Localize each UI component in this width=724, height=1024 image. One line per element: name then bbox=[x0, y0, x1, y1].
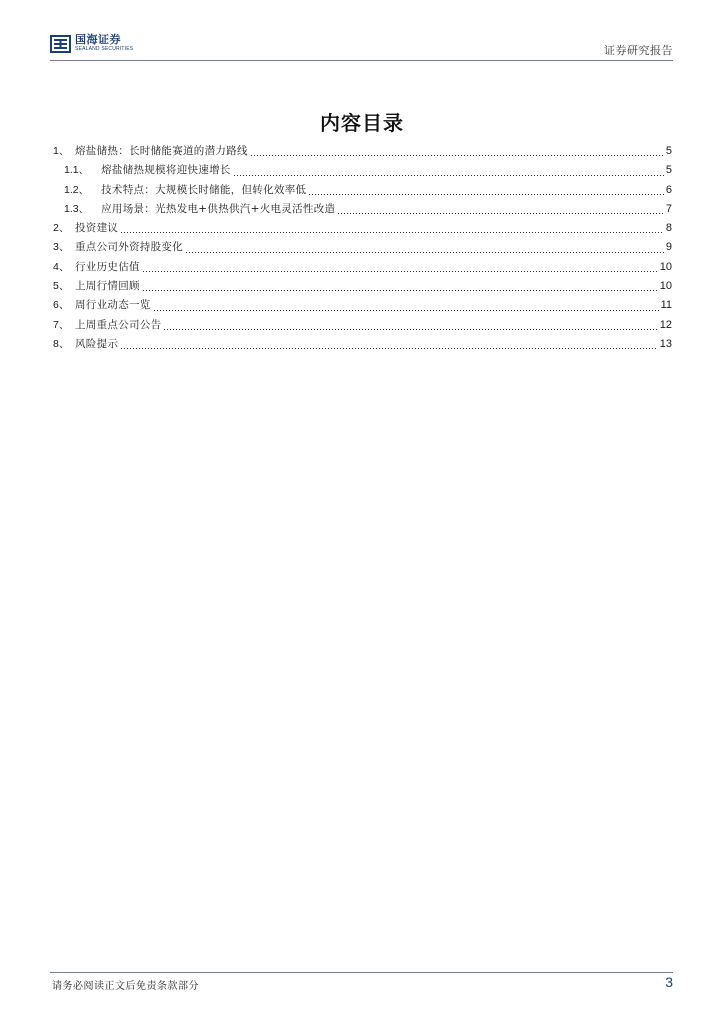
toc-entry-page: 5 bbox=[665, 145, 672, 157]
toc-entry-title: 周行业动态一览 bbox=[75, 299, 151, 312]
toc-entry-title: 上周行情回顾 bbox=[75, 280, 140, 293]
toc-entry-title: 熔盐储热：长时储能赛道的潜力路线 bbox=[75, 145, 248, 157]
page-header bbox=[50, 34, 673, 61]
toc-entry-number: 1、 bbox=[53, 145, 70, 157]
toc-leader-dots bbox=[120, 348, 658, 349]
toc-leader-dots bbox=[142, 290, 658, 291]
toc-entry-page: 13 bbox=[659, 337, 672, 350]
toc-entry-number: 1.1、 bbox=[64, 164, 90, 177]
toc-entry-title: 上周重点公司公告 bbox=[75, 318, 162, 331]
toc-title: 内容目录 bbox=[320, 111, 404, 135]
toc-entry[interactable] bbox=[53, 316, 672, 335]
page-number: 3 bbox=[665, 974, 673, 990]
toc-leader-dots bbox=[120, 232, 664, 233]
toc-entry-page: 10 bbox=[659, 280, 672, 293]
page-footer bbox=[50, 972, 673, 992]
toc-entry-number: 1.2、 bbox=[64, 183, 90, 196]
toc-leader-dots bbox=[233, 175, 664, 176]
disclaimer-text: 请务必阅读正文后免责条款部分 bbox=[52, 981, 199, 992]
toc-entry[interactable] bbox=[53, 219, 672, 238]
toc-entry[interactable] bbox=[53, 161, 672, 180]
toc-leader-dots bbox=[337, 213, 664, 214]
toc-leader-dots bbox=[163, 329, 657, 330]
toc-entry[interactable] bbox=[53, 335, 672, 354]
toc-entry[interactable] bbox=[53, 142, 672, 161]
toc-entry-number: 3、 bbox=[53, 241, 70, 254]
toc-entry-number: 5、 bbox=[53, 280, 70, 293]
toc-entry-page: 8 bbox=[665, 222, 672, 235]
toc-entry-number: 8、 bbox=[53, 337, 70, 350]
sealand-logo-icon bbox=[50, 35, 71, 53]
toc-entry-page: 6 bbox=[665, 183, 672, 196]
table-of-contents bbox=[53, 142, 672, 354]
toc-entry[interactable] bbox=[53, 296, 672, 315]
report-type-label: 证券研究报告 bbox=[604, 44, 673, 57]
toc-entry-title: 投资建议 bbox=[75, 222, 119, 235]
logo bbox=[50, 34, 133, 58]
toc-entry-number: 2、 bbox=[53, 222, 70, 235]
toc-entry-page: 9 bbox=[665, 241, 672, 254]
toc-entry-title: 应用场景：光热发电+供热供汽+火电灵活性改造 bbox=[101, 202, 336, 215]
toc-entry-page: 5 bbox=[665, 164, 672, 177]
toc-entry-page: 7 bbox=[665, 202, 672, 215]
toc-leader-dots bbox=[153, 310, 659, 311]
toc-entry-page: 10 bbox=[659, 260, 672, 273]
toc-entry[interactable] bbox=[53, 258, 672, 277]
toc-leader-dots bbox=[308, 194, 664, 195]
toc-leader-dots bbox=[185, 252, 664, 253]
toc-leader-dots bbox=[250, 155, 664, 156]
toc-entry[interactable] bbox=[53, 277, 672, 296]
toc-leader-dots bbox=[142, 271, 658, 272]
toc-entry-number: 6、 bbox=[53, 299, 70, 312]
toc-entry[interactable] bbox=[53, 238, 672, 257]
toc-entry[interactable] bbox=[53, 181, 672, 200]
logo-english-name: SEALAND SECURITIES bbox=[75, 46, 134, 52]
toc-entry-title: 重点公司外资持股变化 bbox=[75, 241, 183, 254]
toc-entry-page: 12 bbox=[659, 318, 672, 331]
toc-entry-page: 11 bbox=[660, 299, 672, 312]
toc-entry-number: 4、 bbox=[53, 260, 70, 273]
toc-entry-title: 行业历史估值 bbox=[75, 260, 140, 273]
toc-entry-number: 1.3、 bbox=[64, 202, 90, 215]
toc-entry-title: 技术特点：大规模长时储能，但转化效率低 bbox=[101, 183, 307, 196]
toc-entry[interactable] bbox=[53, 200, 672, 219]
toc-entry-title: 风险提示 bbox=[75, 337, 119, 350]
logo-chinese-name: 国海证券 bbox=[75, 33, 121, 46]
toc-entry-title: 熔盐储热规模将迎快速增长 bbox=[101, 164, 231, 177]
toc-entry-number: 7、 bbox=[53, 318, 70, 331]
